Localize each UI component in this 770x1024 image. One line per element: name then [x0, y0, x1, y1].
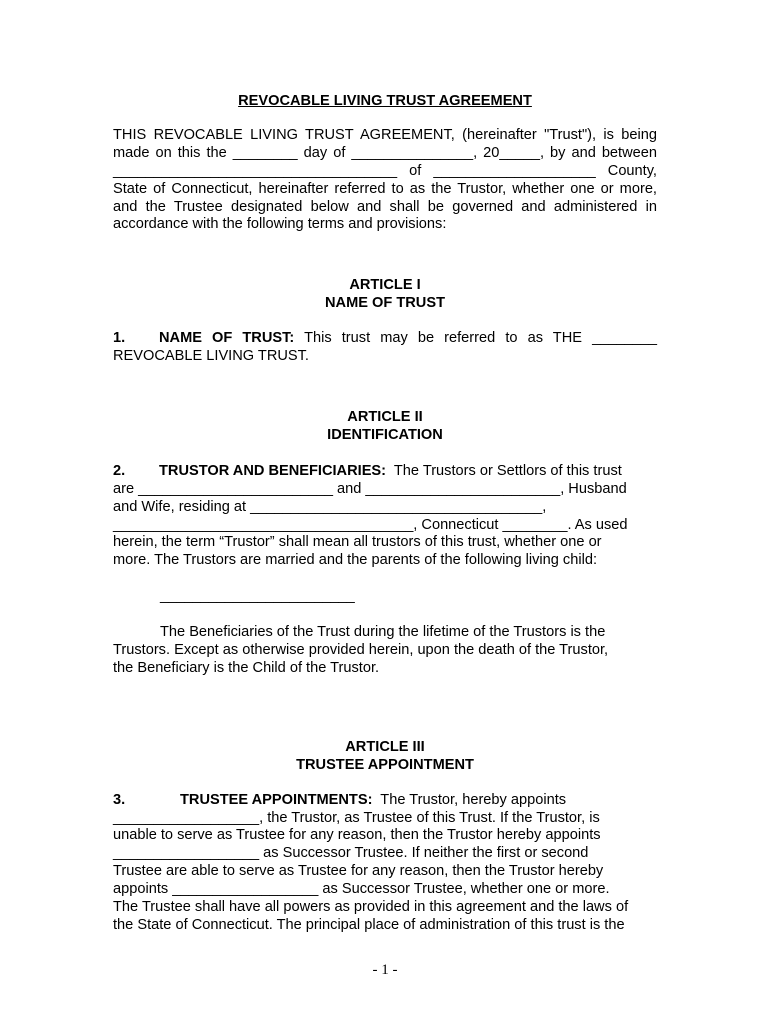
section-2-line: more. The Trustors are married and the parents of the following living child: — [113, 552, 597, 569]
intro-line: made on this the ________ day of _______________, 20_____, by and between — [113, 144, 657, 161]
intro-line: THIS REVOCABLE LIVING TRUST AGREEMENT, (hereinafter "Trust"), is being — [113, 126, 657, 143]
section-1-text: This trust may be referred to as THE ________ — [304, 330, 657, 347]
section-3-line: The Trustee shall have all powers as provided in this agreement and the laws of — [113, 899, 629, 916]
section-3-line: __________________, the Trustor, as Trustee of this Trust. If the Trustor, is — [113, 809, 600, 826]
section-3-text: The Trustor, hereby appoints — [380, 791, 567, 808]
section-1-number: 1. NAME OF TRUST: — [113, 330, 295, 347]
section-3-number: 3. TRUSTEE APPOINTMENTS: — [113, 791, 373, 808]
document-title: REVOCABLE LIVING TRUST AGREEMENT — [238, 93, 532, 109]
section-2-line: and Wife, residing at ____________________________________, — [113, 498, 547, 515]
section-1-line: REVOCABLE LIVING TRUST. — [113, 348, 309, 365]
article-2-heading: ARTICLE II — [347, 408, 423, 425]
section-2-line — [113, 463, 657, 481]
section-3-line — [113, 792, 657, 810]
section-1-paragraph — [113, 330, 657, 366]
section-3-line: appoints __________________ as Successor Trustee, whether one or more. — [113, 881, 610, 898]
section-2-text: The Trustors or Settlors of this trust — [393, 462, 622, 479]
section-3-line: unable to serve as Trustee for any reason, then the Trustor hereby appoints — [113, 827, 601, 844]
section-3-line: the State of Connecticut. The principal place of administration of this trust is the — [113, 917, 625, 933]
child-name-blank: ________________________ — [160, 588, 355, 605]
intro-line: and the Trustee designated below and shall be governed and administered in — [113, 198, 657, 215]
section-3-line: Trustee are able to serve as Trustee for any reason, then the Trustor hereby — [113, 863, 604, 880]
beneficiary-paragraph — [113, 624, 657, 678]
section-1-line — [113, 330, 657, 348]
section-2-number: 2. TRUSTOR AND BENEFICIARIES: — [113, 462, 387, 479]
intro-paragraph — [113, 127, 657, 234]
intro-line: accordance with the following terms and provisions: — [113, 216, 447, 233]
section-2-line: _____________________________________, Connecticut ________. As used — [113, 516, 628, 533]
beneficiary-line: The Beneficiaries of the Trust during the lifetime of the Trustors is the — [160, 624, 606, 641]
intro-line: ___________________________________ of ____________________ County, — [113, 162, 657, 179]
section-3-line: __________________ as Successor Trustee. If neither the first or second — [113, 845, 589, 862]
beneficiary-line: the Beneficiary is the Child of the Trustor. — [113, 659, 380, 676]
article-3-subheading: TRUSTEE APPOINTMENT — [296, 756, 474, 773]
article-1-heading: ARTICLE I — [349, 277, 421, 294]
section-2-paragraph — [113, 463, 657, 570]
article-3-heading: ARTICLE III — [345, 738, 425, 755]
section-2-line: are ________________________ and ________________________, Husband — [113, 480, 627, 497]
section-3-paragraph — [113, 792, 657, 935]
intro-line: State of Connecticut, hereinafter referred to as the Trustor, whether one or more, — [113, 180, 657, 197]
article-1-subheading: NAME OF TRUST — [325, 295, 445, 312]
beneficiary-line: Trustors. Except as otherwise provided herein, upon the death of the Trustor, — [113, 642, 609, 659]
section-2-line: herein, the term “Trustor” shall mean all trustors of this trust, whether one or — [113, 534, 602, 551]
article-2-subheading: IDENTIFICATION — [327, 426, 443, 443]
document-page — [113, 93, 657, 935]
page-number: - 1 - — [372, 962, 398, 978]
